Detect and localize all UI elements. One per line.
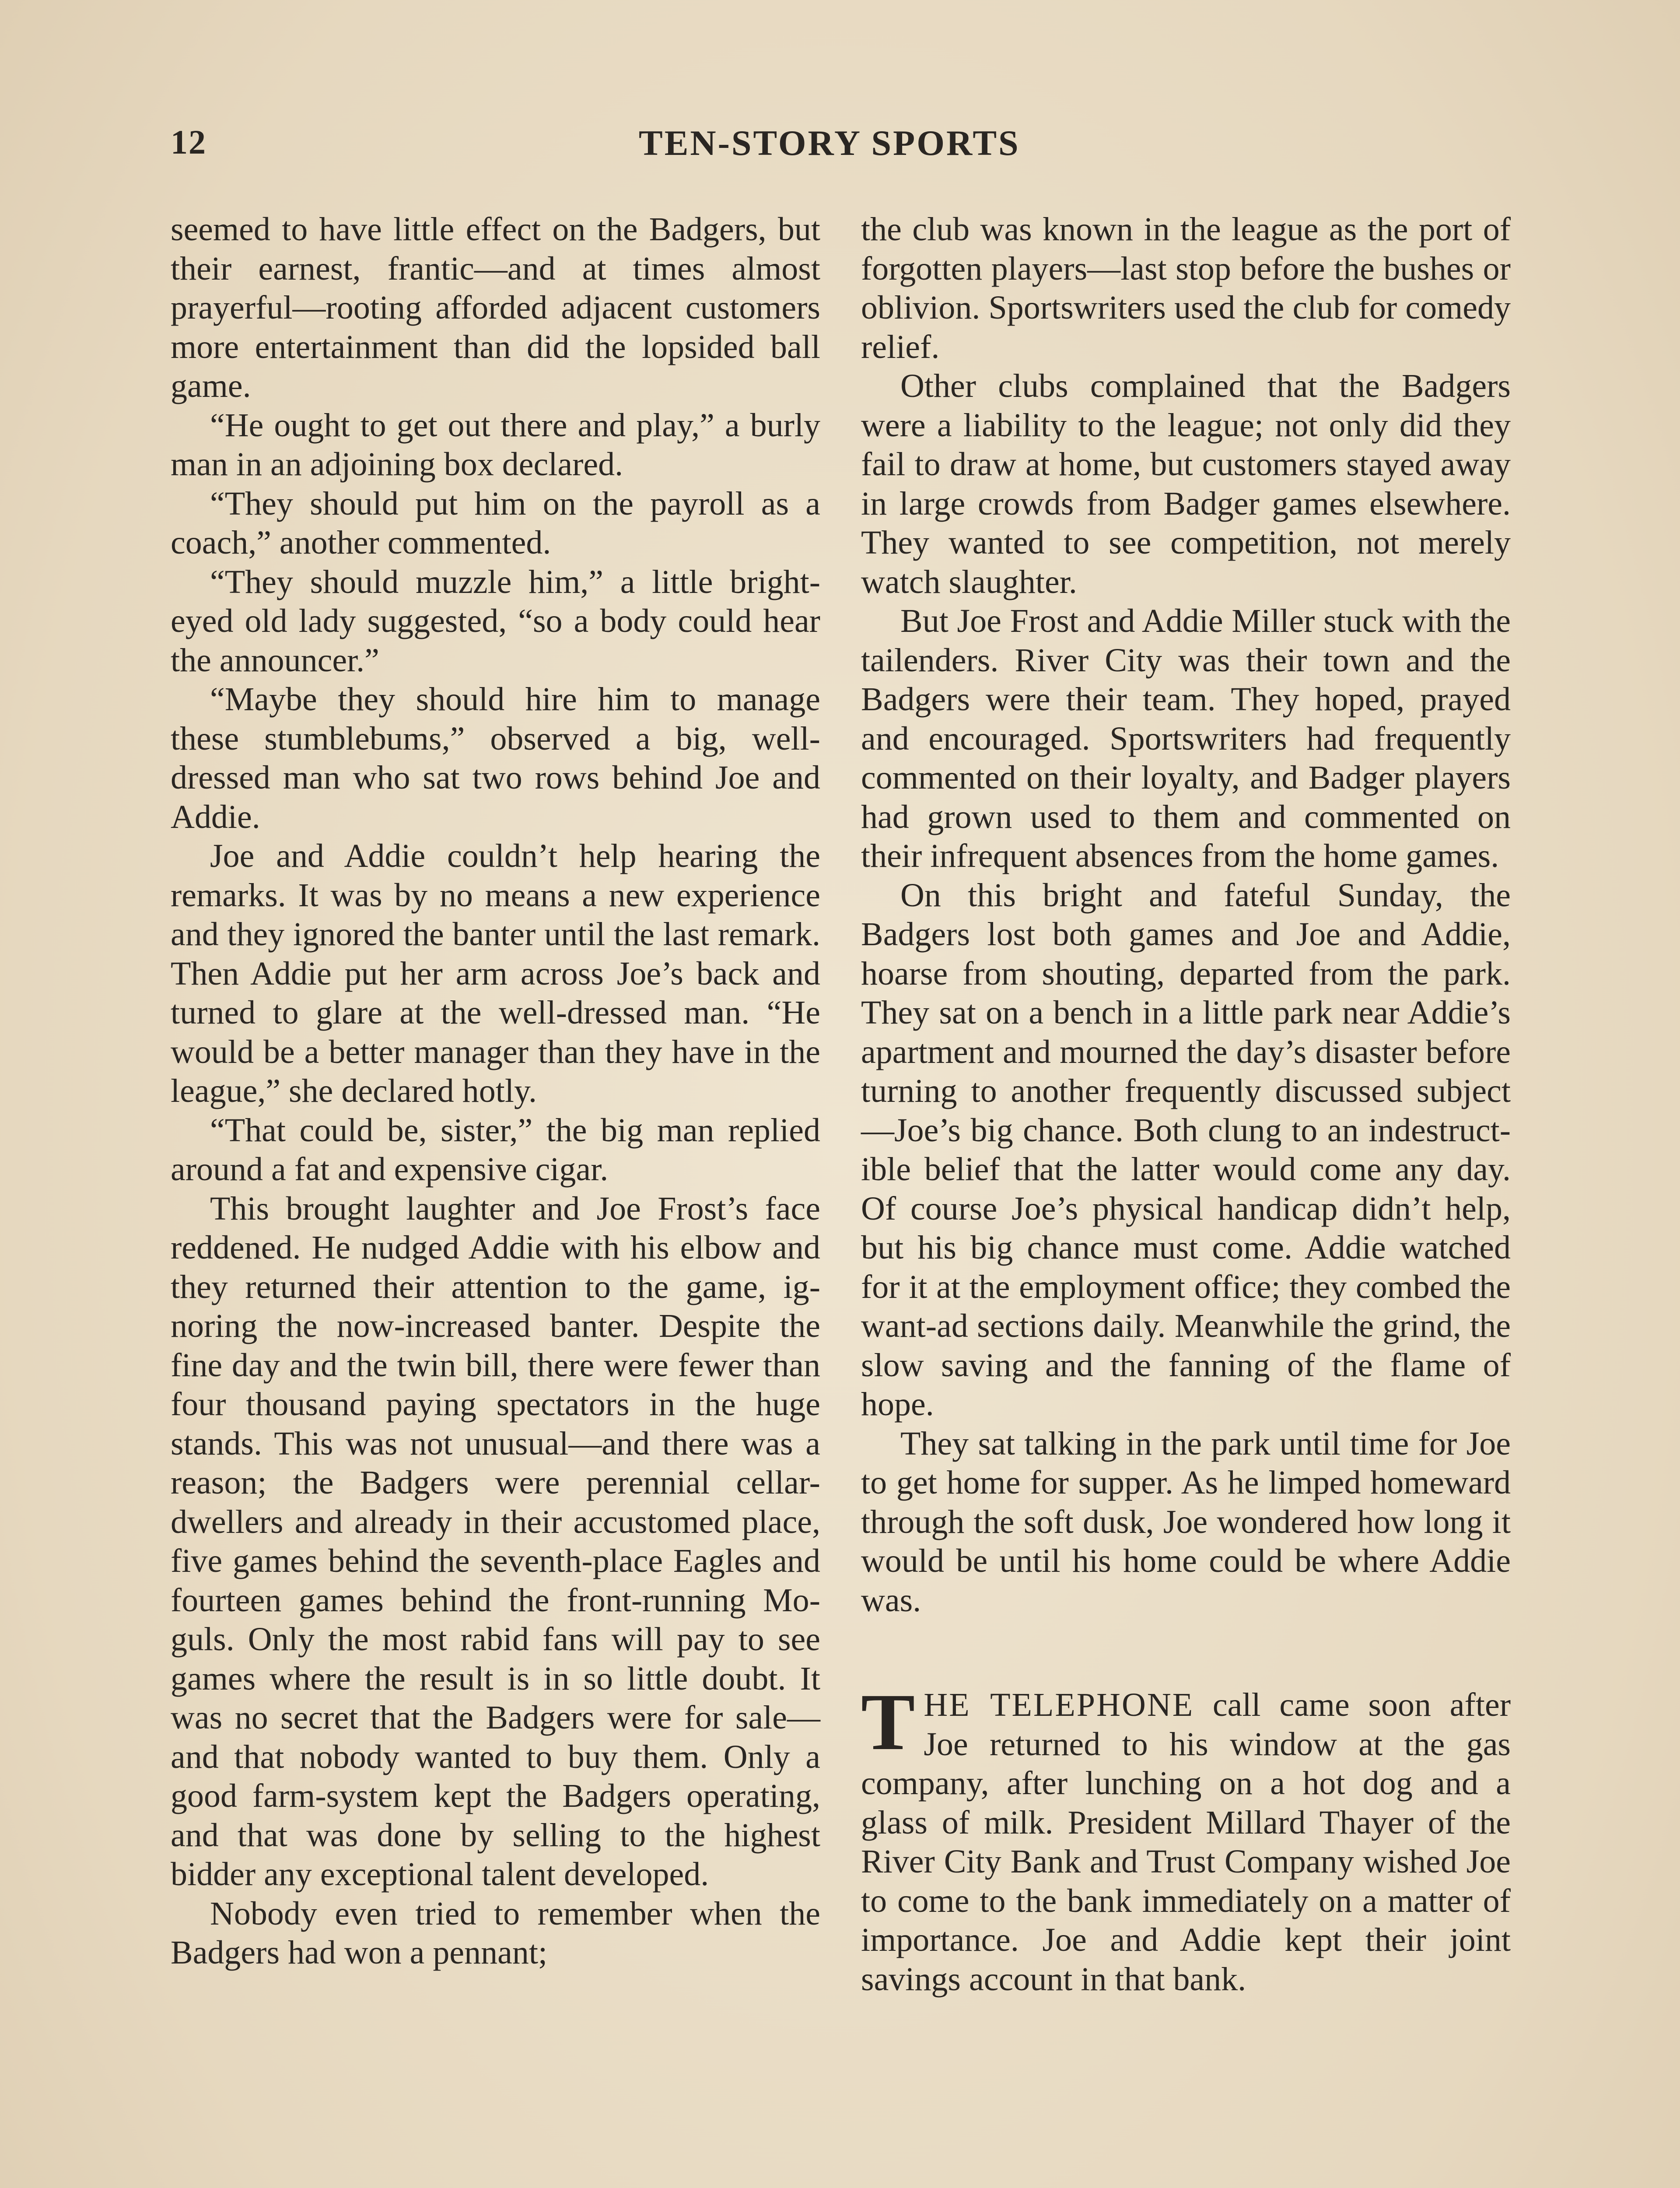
section-break [861,1620,1511,1686]
paragraph: seemed to have little effect on the Badgers, but their earnest, frantic—and at times almost prayerful—rooting afforded adjacent customers more entertainment than did the lopsided ball game. [171,211,820,404]
paragraph: They sat talking in the park until time for Joe to get home for supper. As he limped homeward through the soft dusk, Joe wondered how long it would be until his home could be where Addie was. [861,1425,1511,1619]
paragraph: But Joe Frost and Addie Miller stuck with the tailenders. River City was their town and the Badgers were their team. They hoped, prayed and encouraged. Sportswriters had frequently commented on their loyalty, and Badger players had grown used to them and commented on their infrequent absences from the home games. [861,603,1511,874]
paragraph: On this bright and fateful Sunday, the Badgers lost both games and Joe and Addie, hoarse from shouting, departed from the park. They sat on a bench in a little park near Addie’s apartment and mourned the day’s disaster before turning to another frequently discussed subject—Joe’s big chance. Both clung to an indestructible belief that the latter would come any day. Of course Joe’s physical handicap didn’t help, but his big chance must come. Addie watched for it at the employment office; they combed the want-ad sections daily. Meanwhile the grind, the slow saving and the fanning of the flame of hope. [861,877,1511,1423]
paragraph: Other clubs complained that the Badgers were a liability to the league; not only did they fail to draw at home, but customers stayed away in large crowds from Badger games elsewhere. They wanted to see competition, not merely watch slaughter. [861,368,1511,600]
paragraph: the club was known in the league as the port of forgotten players—last stop before the bushes or oblivion. Sportswriters used the club for comedy relief. [861,211,1511,365]
left-column [171,210,820,1973]
paragraph: This brought laughter and Joe Frost’s face reddened. He nudged Addie with his elbow and they returned their attention to the game, ignoring the now-increased banter. Despite the fine day and the twin bill, there were fewer than four thousand paying spectators in the huge stands. This was not unusual—and there was a reason; the Badgers were perennial cellar-dwellers and already in their accustomed place, five games behind the seventh-place Eagles and fourteen games behind the front-running Moguls. Only the most rabid fans will pay to see games where the result is in so little doubt. It was no secret that the Badgers were for sale—and that nobody wanted to buy them. Only a good farm-system kept the Badgers operating, and that was done by selling to the highest bidder any exceptional talent developed. [171,1190,820,1893]
section-paragraph [861,1677,1511,1999]
paragraph: “He ought to get out there and play,” a burly man in an adjoining box declared. [171,407,820,483]
paragraph: “They should muzzle him,” a little bright-eyed old lady suggested, “so a body could hear the announcer.” [171,563,820,679]
section-lead-caps: HE TELEPHONE [924,1687,1194,1723]
page-number: 12 [171,123,206,161]
right-column [861,210,1511,1999]
drop-cap: T [861,1677,915,1767]
section-text: call came soon after Joe returned to his window at the gas company, after lunching on a hot dog and a glass of milk. President Millard Thayer of the River City Bank and Trust Company wished Joe to come to the bank immediately on a matter of importance. Joe and Addie kept their joint savings account in that bank. [861,1687,1511,1998]
paragraph: Joe and Addie couldn’t help hearing the remarks. It was by no means a new experience and they ignored the banter until the last remark. Then Addie put her arm across Joe’s back and turned to glare at the well-dressed man. “He would be a better manager than they have in the league,” she declared hotly. [171,838,820,1109]
paragraph: Nobody even tried to remember when the Badgers had won a pennant; [171,1895,820,1971]
paragraph: “They should put him on the payroll as a coach,” another commented. [171,485,820,561]
paragraph: “Maybe they should hire him to manage these stumblebums,” observed a big, well-dressed man who sat two rows behind Joe and Addie. [171,681,820,835]
page-header [171,123,1072,171]
paragraph: “That could be, sister,” the big man replied around a fat and expensive cigar. [171,1112,820,1188]
magazine-title: TEN-STORY SPORTS [639,123,1020,163]
